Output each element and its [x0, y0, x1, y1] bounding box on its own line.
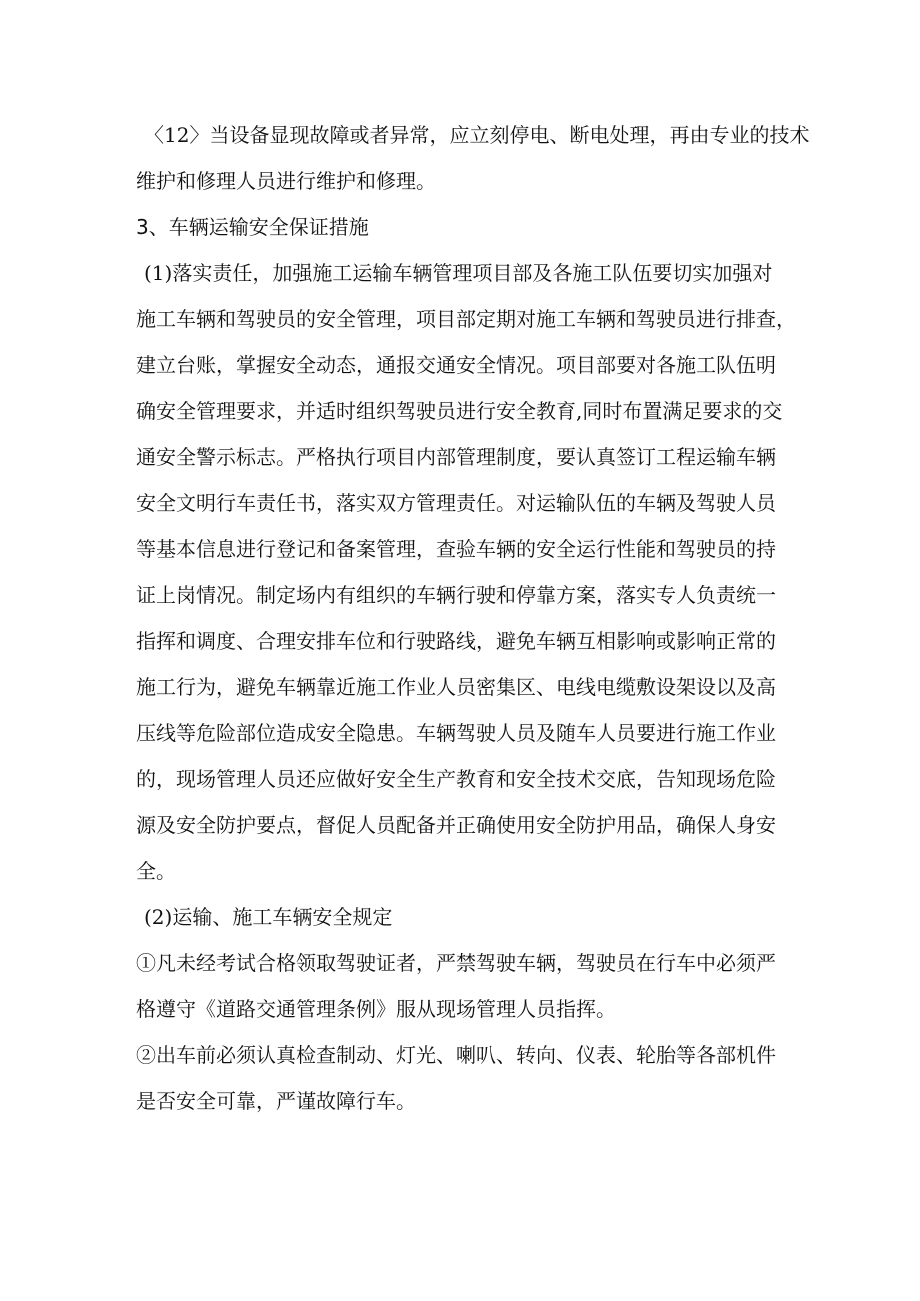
text-line: 通安全警示标志。严格执行项目内部管理制度，要认真签订工程运输车辆 [136, 445, 776, 469]
text-line: 等基本信息进行登记和备案管理，查验车辆的安全运行性能和驾驶员的持 [136, 537, 776, 561]
text-line: 格遵守《道路交通管理条例》服从现场管理人员指挥。 [136, 997, 616, 1021]
text-line: 建立台账，掌握安全动态，通报交通安全情况。项目部要对各施工队伍明 [136, 353, 776, 377]
text-line: 施工车辆和驾驶员的安全管理，项目部定期对施工车辆和驾驶员进行排查， [136, 307, 796, 331]
text-line: 确安全管理要求，并适时组织驾驶员进行安全教育,同时布置满足要求的交 [136, 399, 783, 423]
text-line: 是否安全可靠，严谨故障行车。 [136, 1089, 416, 1113]
text-line: 全。 [136, 859, 176, 883]
text-line: 指挥和调度、合理安排车位和行驶路线，避免车辆互相影响或影响正常的 [136, 629, 776, 653]
paragraph-item-12 [136, 112, 810, 204]
text-line: 安全文明行车责任书，落实双方管理责任。对运输队伍的车辆及驾驶人员 [136, 491, 776, 515]
paragraph-1 [136, 250, 796, 894]
text-line: (2)运输、施工车辆安全规定 [144, 905, 393, 929]
text-line: 〈12〉当设备显现故障或者异常，应立刻停电、断电处理，再由专业的技术 [144, 123, 810, 147]
paragraph-2 [136, 894, 786, 940]
text-line: 维护和修理人员进行维护和修理。 [136, 169, 436, 193]
text-line: 施工行为，避免车辆靠近施工作业人员密集区、电线电缆敷设架设以及高 [136, 675, 776, 699]
rule-item-1 [136, 940, 786, 1032]
text-line: 压线等危险部位造成安全隐患。车辆驾驶人员及随车人员要进行施工作业 [136, 721, 776, 745]
section-heading-3 [136, 204, 786, 250]
section-heading: 3、车辆运输安全保证措施 [136, 215, 369, 239]
text-line: ①凡未经考试合格领取驾驶证者，严禁驾驶车辆，驾驶员在行车中必须严 [136, 951, 776, 975]
text-line: (1)落实责任，加强施工运输车辆管理项目部及各施工队伍要切实加强对 [144, 261, 773, 285]
document-body [136, 112, 810, 1124]
text-line: 源及安全防护要点，督促人员配备并正确使用安全防护用品，确保人身安 [136, 813, 776, 837]
rule-item-2 [136, 1032, 786, 1124]
text-line: ②出车前必须认真检查制动、灯光、喇叭、转向、仪表、轮胎等各部机件 [136, 1043, 776, 1067]
text-line: 的，现场管理人员还应做好安全生产教育和安全技术交底，告知现场危险 [136, 767, 776, 791]
text-line: 证上岗情况。制定场内有组织的车辆行驶和停靠方案，落实专人负责统一 [136, 583, 776, 607]
